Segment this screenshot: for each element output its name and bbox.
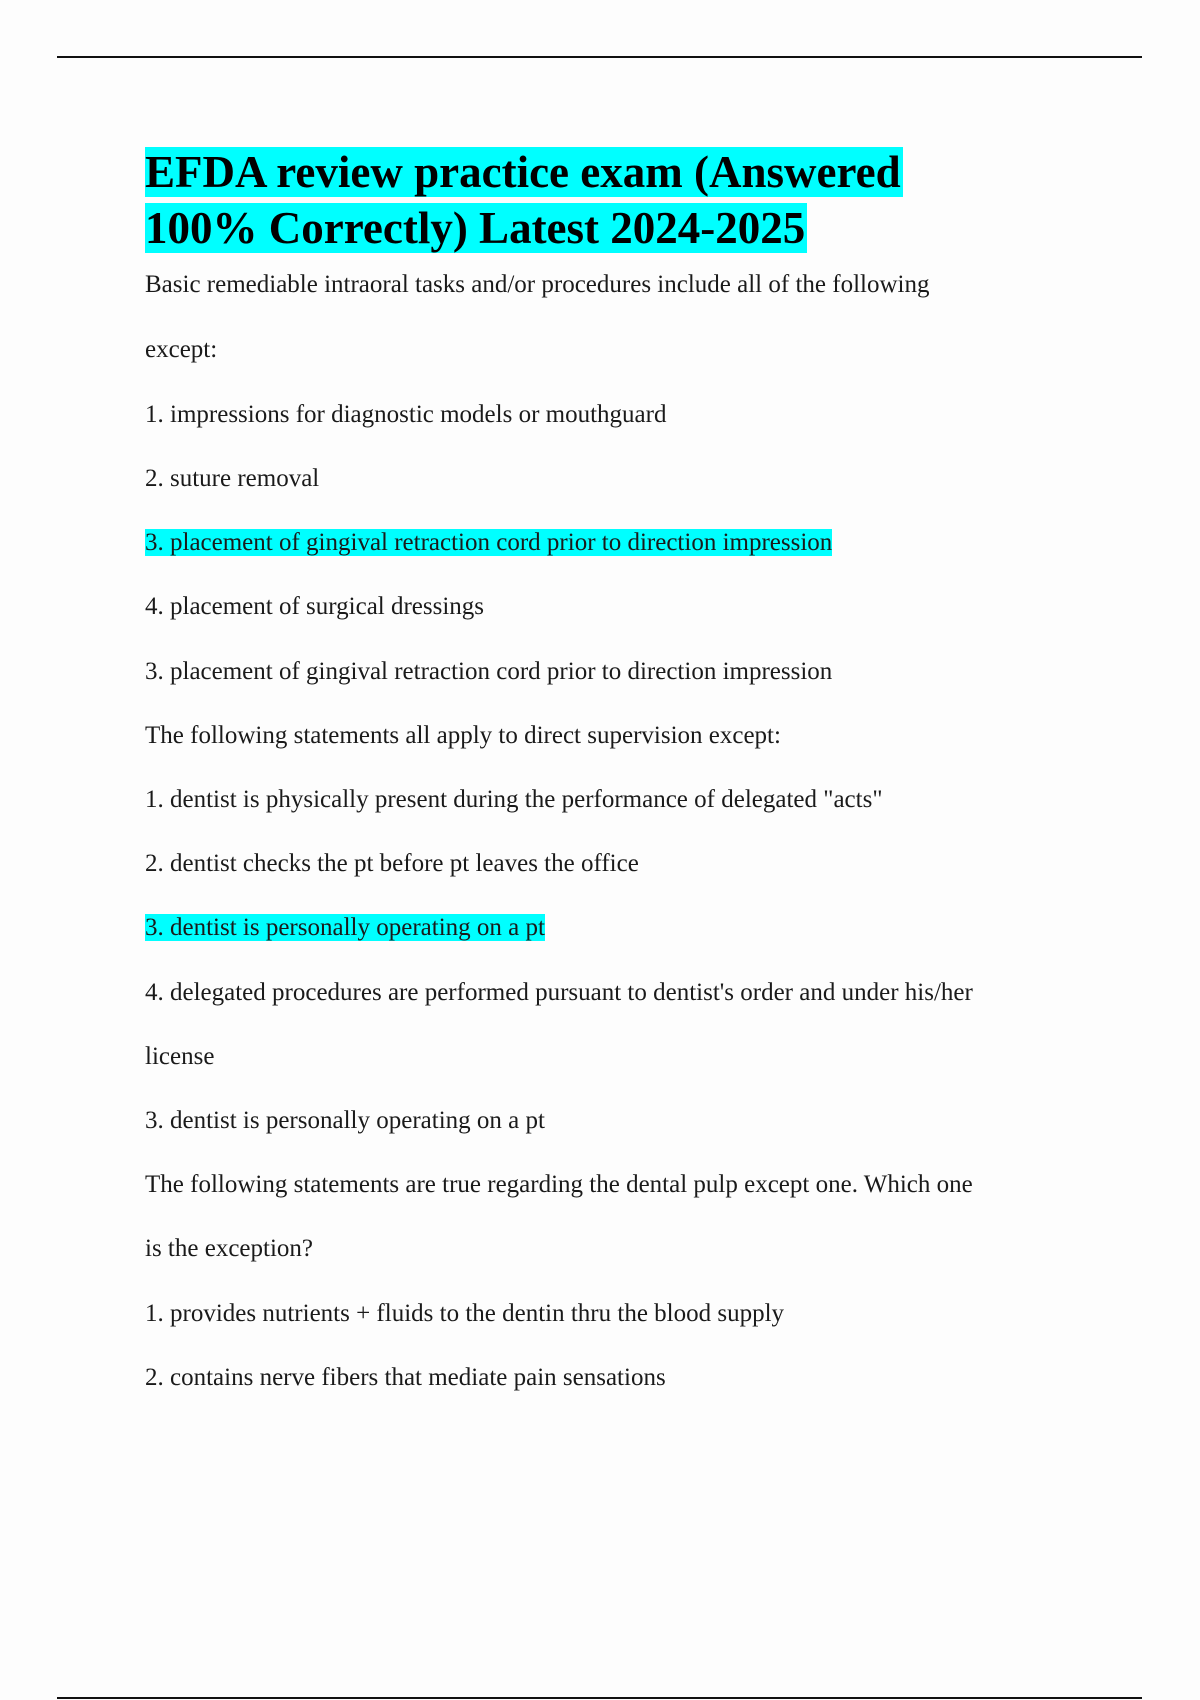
answer-line: 3. placement of gingival retraction cord prior to direction impression: [145, 658, 833, 685]
text-line: 1. provides nutrients + fluids to the dentin thru the blood supply: [145, 1300, 785, 1327]
footer-rule: [57, 1697, 1142, 1699]
highlighted-answer: 3. placement of gingival retraction cord prior to direction impression: [145, 529, 833, 556]
question-line: The following statements all apply to direct supervision except:: [145, 722, 781, 749]
document-body: [145, 144, 1145, 1427]
document-title: [145, 144, 1145, 256]
text-line: except:: [145, 336, 218, 363]
text-line: 4. delegated procedures are performed pursuant to dentist's order and under his/her: [145, 979, 973, 1006]
highlighted-answer: 3. dentist is personally operating on a pt: [145, 914, 545, 941]
text-line: is the exception?: [145, 1235, 313, 1262]
text-line: 1. impressions for diagnostic models or mouthguard: [145, 401, 667, 428]
title-line-1: EFDA review practice exam (Answered: [145, 147, 901, 197]
header-rule: [57, 56, 1142, 58]
text-line: 2. contains nerve fibers that mediate pain sensations: [145, 1364, 666, 1391]
title-line-2: 100% Correctly) Latest 2024-2025: [145, 203, 806, 253]
text-line: 4. placement of surgical dressings: [145, 593, 485, 620]
text-line: Basic remediable intraoral tasks and/or procedures include all of the following: [145, 271, 930, 298]
question-list: [145, 270, 1145, 1393]
text-line: 2. dentist checks the pt before pt leaves the office: [145, 850, 639, 877]
text-line: 2. suture removal: [145, 465, 320, 492]
question-line: The following statements are true regarding the dental pulp except one. Which one: [145, 1171, 973, 1198]
text-line: license: [145, 1043, 215, 1070]
text-line: 1. dentist is physically present during the performance of delegated "acts": [145, 786, 883, 813]
answer-line: 3. dentist is personally operating on a pt: [145, 1107, 545, 1134]
